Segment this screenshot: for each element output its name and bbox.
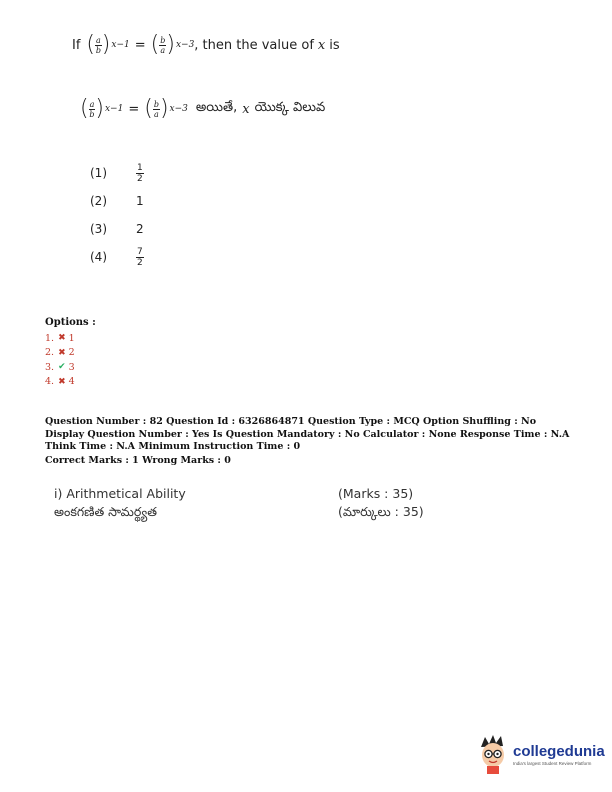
- fraction-b-over-a-te: ( $\frac{b}{a}$ ) x−3: [144, 96, 188, 121]
- answer-key-list: [45, 331, 75, 389]
- section-title: [54, 485, 186, 521]
- answer-option-4: 4. ✖ 4: [45, 376, 75, 388]
- question-prefix: If: [72, 37, 81, 53]
- section-title-english: i) Arithmetical Ability: [54, 486, 186, 501]
- cross-icon: ✖: [58, 376, 66, 387]
- section-marks-english: (Marks : 35): [338, 486, 414, 501]
- question-english: If ( $\frac{a}{b}$ ) x−1 = ( $\frac{b}{a}$ ) x−3 , then the value of x is: [72, 32, 340, 57]
- question-telugu: ( $\frac{a}{b}$ ) x−1 = ( $\frac{b}{a}$ ) x−3 అయితే, x యొక్క విలువ: [80, 96, 326, 121]
- cross-icon: ✖: [58, 347, 66, 358]
- question-suffix: , then the value of: [194, 37, 314, 53]
- choice-4: (4) 7 2: [90, 246, 143, 268]
- cross-icon: ✖: [58, 333, 66, 344]
- fraction-b-over-a: ( $\frac{b}{a}$ ) x−3: [150, 32, 195, 57]
- question-metadata: Question Number : 82 Question Id : 6326864871 Question Type : MCQ Option Shuffling : No Display Question Number : Yes Is Question Mandatory : No Calculator : None Response Time : N.A Think Time : N.A Minimum Instruction Time : 0: [45, 416, 570, 452]
- check-icon: ✔: [58, 362, 66, 373]
- collegedunia-logo: [476, 733, 605, 775]
- answer-option-2: 2. ✖ 2: [45, 347, 75, 359]
- marks-metadata: Correct Marks : 1 Wrong Marks : 0: [45, 455, 231, 466]
- fraction-a-over-b-te: ( $\frac{a}{b}$ ) x−1: [80, 96, 124, 121]
- choice-3: (3) 2: [90, 222, 144, 236]
- answer-option-3: 3. ✔ 3: [45, 361, 75, 373]
- mascot-icon: [476, 733, 510, 775]
- section-marks: [338, 485, 424, 521]
- options-title: Options :: [45, 317, 96, 328]
- section-marks-telugu: (మార్కులు : 35): [338, 504, 424, 519]
- logo-brand-text: collegedunia: [513, 742, 605, 760]
- choice-2: (2) 1: [90, 194, 144, 208]
- logo-tagline: India's largest Student Review Platform: [513, 760, 592, 766]
- section-title-telugu: అంకగణిత సామర్థ్యత: [54, 504, 157, 519]
- answer-option-1: 1. ✖ 1: [45, 332, 75, 344]
- fraction-a-over-b: ( $\frac{a}{b}$ ) x−1: [86, 32, 130, 57]
- choice-list: [90, 162, 144, 268]
- choice-1: (1) 1 2: [90, 162, 143, 184]
